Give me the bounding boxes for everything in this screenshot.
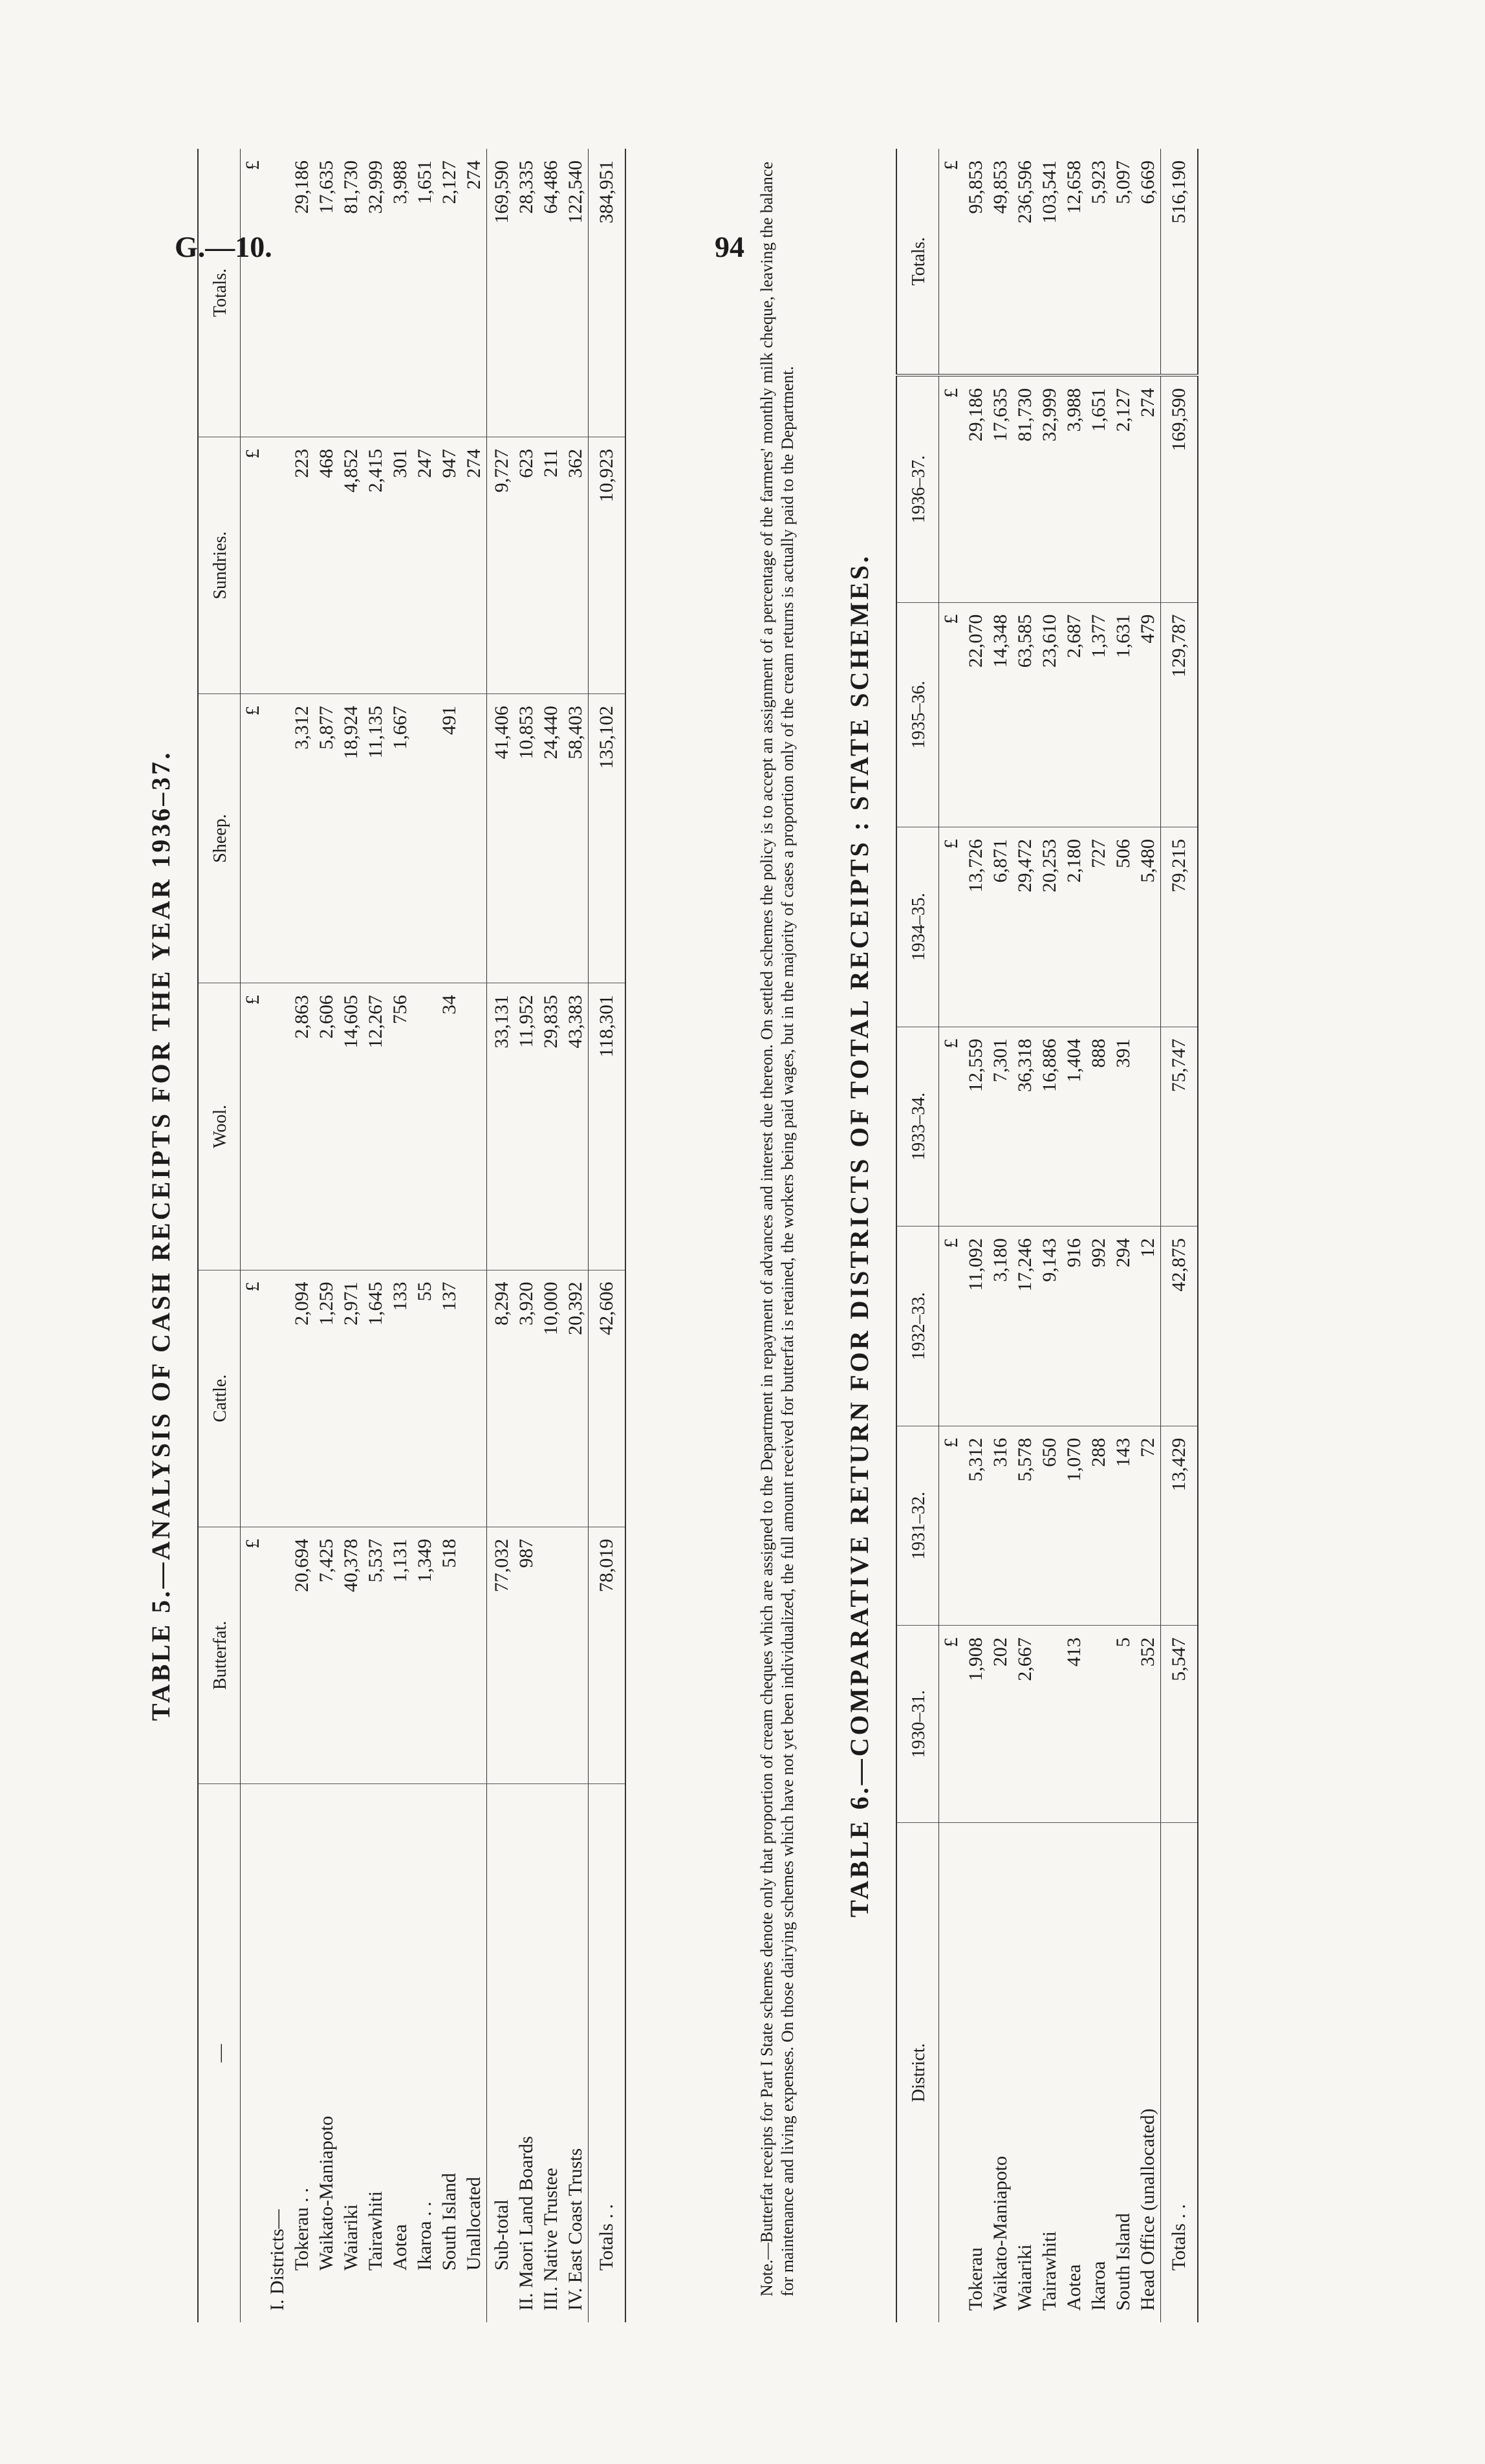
table-cell: 1,651 [413, 149, 437, 437]
table6-col-1936-37: 1936–37. [896, 375, 939, 602]
currency-symbol: £ [241, 437, 266, 693]
table-cell: 12 [1136, 1227, 1161, 1426]
table-cell: 756 [388, 983, 413, 1270]
table-cell: 16,886 [1037, 1027, 1062, 1227]
table-cell: 650 [1037, 1426, 1062, 1626]
table-cell [1037, 1626, 1062, 1823]
table-cell: 118,301 [589, 983, 626, 1270]
table-cell: 81,730 [1013, 375, 1037, 602]
currency-symbol: £ [241, 694, 266, 983]
currency-symbol: £ [939, 827, 964, 1027]
table-cell: 888 [1087, 1027, 1111, 1227]
table-cell: 5,480 [1136, 827, 1161, 1027]
row-label: Aotea [1063, 2264, 1085, 2311]
table-cell: 13,429 [1161, 1426, 1198, 1626]
table-cell: 143 [1111, 1426, 1136, 1626]
table6-title: TABLE 6.—COMPARATIVE RETURN FOR DISTRICTS OF TOTAL RECEIPTS : STATE SCHEMES. [845, 553, 874, 1918]
table-cell: 18,924 [339, 694, 363, 983]
table-cell: 2,863 [290, 983, 314, 1270]
table-cell: 518 [437, 1527, 462, 1783]
table-cell: 294 [1111, 1227, 1136, 1426]
table5-title: TABLE 5.—ANALYSIS OF CASH RECEIPTS FOR THE YEAR 1936–37. [146, 750, 175, 1721]
table-cell [413, 983, 437, 1270]
table-cell: 5,923 [1087, 149, 1111, 375]
table-cell: 1,377 [1087, 602, 1111, 827]
table5-cash-receipts [197, 149, 626, 2322]
table-cell: 17,635 [988, 375, 1013, 602]
table-cell [539, 1527, 563, 1783]
currency-symbol: £ [939, 1426, 964, 1626]
row-label: Waiariki [1014, 2244, 1035, 2311]
table-cell: 133 [388, 1270, 413, 1527]
table-cell: 5,547 [1161, 1626, 1198, 1823]
currency-row [939, 149, 964, 2322]
table-row [462, 149, 487, 2322]
table-cell: 23,610 [1037, 602, 1062, 827]
currency-symbol: £ [939, 149, 964, 375]
table-cell: 5,537 [363, 1527, 388, 1783]
table-cell: 20,694 [290, 1527, 314, 1783]
table-cell: 2,127 [1111, 375, 1136, 602]
table-cell: 727 [1087, 827, 1111, 1027]
table-cell: 916 [1062, 1227, 1087, 1426]
table-cell: 58,403 [563, 694, 589, 983]
table-cell: 32,999 [1037, 375, 1062, 602]
table-cell: 8,294 [487, 1270, 515, 1527]
table-cell: 29,835 [539, 983, 563, 1270]
table-cell: 1,631 [1111, 602, 1136, 827]
table-row [487, 149, 515, 2322]
table-cell: 2,127 [437, 149, 462, 437]
table-cell: 11,092 [964, 1227, 988, 1426]
currency-symbol: £ [939, 1027, 964, 1227]
table-cell: 28,335 [514, 149, 539, 437]
table-row [1087, 149, 1111, 2322]
table-cell: 17,246 [1013, 1227, 1037, 1426]
table6-col-1930-31: 1930–31. [896, 1626, 939, 1823]
table-cell: 391 [1111, 1027, 1136, 1227]
table-cell: 6,669 [1136, 149, 1161, 375]
table-row [1111, 149, 1136, 2322]
table-cell: 135,102 [589, 694, 626, 983]
table-cell: 32,999 [363, 149, 388, 437]
table-cell: 202 [988, 1626, 1013, 1823]
table-cell: 64,486 [539, 149, 563, 437]
table-cell: 2,415 [363, 437, 388, 693]
table-cell: 12,658 [1062, 149, 1087, 375]
table-cell: 623 [514, 437, 539, 693]
table-cell: 4,852 [339, 437, 363, 693]
table-row [363, 149, 388, 2322]
table6-body [939, 149, 1198, 2322]
currency-blank [939, 1823, 964, 2323]
table-cell: 2,971 [339, 1270, 363, 1527]
currency-symbol: £ [939, 1626, 964, 1823]
table5-col-butterfat: Butterfat. [198, 1527, 241, 1783]
group-label: I. Districts— [266, 2209, 288, 2311]
table-cell [265, 694, 290, 983]
table-cell: 2,667 [1013, 1626, 1037, 1823]
table5-col-totals: Totals. [198, 149, 241, 437]
table-cell: 1,349 [413, 1527, 437, 1783]
table-cell: 3,988 [1062, 375, 1087, 602]
table-cell [413, 694, 437, 983]
table-row [290, 149, 314, 2322]
row-label: IV. East Coast Trusts [565, 2148, 586, 2311]
table-cell: 41,406 [487, 694, 515, 983]
table-cell: 247 [413, 437, 437, 693]
table-cell: 362 [563, 437, 589, 693]
row-label: Ikaroa . . [414, 2201, 435, 2271]
table-cell: 1,404 [1062, 1027, 1087, 1227]
table-cell: 2,094 [290, 1270, 314, 1527]
table-cell: 29,186 [290, 149, 314, 437]
table6-header-row [896, 149, 939, 2322]
row-label: Ikaroa [1088, 2261, 1109, 2311]
table-cell: 5 [1111, 1626, 1136, 1823]
table-cell: 29,186 [964, 375, 988, 602]
table-row [589, 149, 626, 2322]
table-cell: 1,651 [1087, 375, 1111, 602]
table-cell: 5,097 [1111, 149, 1136, 375]
table-cell [462, 983, 487, 1270]
table-cell: 947 [437, 437, 462, 693]
table-cell: 211 [539, 437, 563, 693]
table-cell: 5,877 [314, 694, 339, 983]
table-cell: 2,606 [314, 983, 339, 1270]
table-cell [265, 983, 290, 1270]
table-cell: 1,667 [388, 694, 413, 983]
table-cell: 11,952 [514, 983, 539, 1270]
table-cell: 236,596 [1013, 149, 1037, 375]
table5-col-cattle: Cattle. [198, 1270, 241, 1527]
row-label: Tairawhiti [1039, 2231, 1060, 2311]
table-cell: 3,312 [290, 694, 314, 983]
table-cell: 42,875 [1161, 1227, 1198, 1426]
table-cell: 5,578 [1013, 1426, 1037, 1626]
table-row [413, 149, 437, 2322]
table-cell: 1,645 [363, 1270, 388, 1527]
row-label: Totals . . [589, 1784, 626, 2323]
table-cell: 20,392 [563, 1270, 589, 1527]
table-cell: 36,318 [1013, 1027, 1037, 1227]
table-cell: 1,131 [388, 1527, 413, 1783]
table5-title-wrap [146, 149, 176, 2322]
table-cell: 1,908 [964, 1626, 988, 1823]
currency-symbol: £ [241, 149, 266, 437]
table-cell: 122,540 [563, 149, 589, 437]
table-cell: 169,590 [487, 149, 515, 437]
row-label: III. Native Trustee [540, 2168, 561, 2311]
table-cell: 384,951 [589, 149, 626, 437]
table-cell: 22,070 [964, 602, 988, 827]
table6-comparative-return [896, 149, 1198, 2322]
table-row [563, 149, 589, 2322]
row-label: Sub-total [487, 1784, 515, 2323]
table-cell: 479 [1136, 602, 1161, 827]
table-cell: 3,988 [388, 149, 413, 437]
currency-symbol: £ [939, 602, 964, 827]
table-row [1161, 149, 1198, 2322]
table-row [339, 149, 363, 2322]
table-cell: 316 [988, 1426, 1013, 1626]
page-number: 94 [715, 230, 744, 263]
row-label: Waikato-Maniapoto [316, 2115, 337, 2271]
table-cell: 14,605 [339, 983, 363, 1270]
table-row [314, 149, 339, 2322]
table-cell [265, 1270, 290, 1527]
table-cell: 13,726 [964, 827, 988, 1027]
table-cell: 7,425 [314, 1527, 339, 1783]
table6-col-1934-35: 1934–35. [896, 827, 939, 1027]
row-label: Totals . . [1161, 1823, 1198, 2323]
table-cell: 20,253 [1037, 827, 1062, 1027]
table5-col-label: — [198, 1784, 241, 2323]
row-label: Tokerau [965, 2247, 986, 2311]
table-cell: 24,440 [539, 694, 563, 983]
table-cell: 11,135 [363, 694, 388, 983]
currency-symbol: £ [241, 1270, 266, 1527]
table-cell [462, 694, 487, 983]
table-cell: 506 [1111, 827, 1136, 1027]
row-label: Waikato-Maniapoto [990, 2155, 1011, 2311]
group-row [265, 149, 290, 2322]
table-row [1062, 149, 1087, 2322]
table-row [1037, 149, 1062, 2322]
currency-row [241, 149, 266, 2322]
table-cell: 10,000 [539, 1270, 563, 1527]
table5-col-wool: Wool. [198, 983, 241, 1270]
table-cell [265, 149, 290, 437]
table-cell: 516,190 [1161, 149, 1198, 375]
table5-note: Note.—Butterfat receipts for Part I State schemes denote only that proportion of cream cheques which are assigned to the Department in repayment of advances and interest due thereon. On settled schemes the policy is to accept an assignment of a percentage of the farmers' monthly milk cheque, leaving the balance for maintenance and living expenses. On those dairying schemes which have not yet been individualized, the full amount received for butterfat is retained, the workers being paid wages, but in the majority of cases a proportion only of the cream returns is actually paid to the Department. [757, 162, 797, 2296]
table-cell: 17,635 [314, 149, 339, 437]
table-row [388, 149, 413, 2322]
table-cell: 468 [314, 437, 339, 693]
table-cell: 2,687 [1062, 602, 1087, 827]
table-cell: 3,920 [514, 1270, 539, 1527]
table-cell: 81,730 [339, 149, 363, 437]
table-cell: 3,180 [988, 1227, 1013, 1426]
table-cell: 42,606 [589, 1270, 626, 1527]
row-label: Aotea [389, 2224, 411, 2271]
table-cell: 78,019 [589, 1527, 626, 1783]
table-cell: 987 [514, 1527, 539, 1783]
currency-symbol: £ [241, 1527, 266, 1783]
row-label: Waiariki [340, 2204, 362, 2271]
table-cell: 34 [437, 983, 462, 1270]
table5-body [241, 149, 626, 2322]
table-cell: 29,472 [1013, 827, 1037, 1027]
table-cell: 137 [437, 1270, 462, 1527]
table-cell: 72 [1136, 1426, 1161, 1626]
table-cell: 9,143 [1037, 1227, 1062, 1426]
table-cell: 1,070 [1062, 1426, 1087, 1626]
table-cell: 7,301 [988, 1027, 1013, 1227]
document-reference: G.—10. [175, 230, 272, 263]
table-cell: 413 [1062, 1626, 1087, 1823]
table-cell: 223 [290, 437, 314, 693]
currency-symbol: £ [241, 983, 266, 1270]
table-cell: 49,853 [988, 149, 1013, 375]
table-cell: 274 [462, 437, 487, 693]
table-cell: 5,312 [964, 1426, 988, 1626]
table-cell [1136, 1027, 1161, 1227]
table-cell [462, 1527, 487, 1783]
row-label: Tairawhiti [365, 2191, 386, 2271]
table-cell [1087, 1626, 1111, 1823]
rotated-page-content [110, 149, 1274, 2322]
table-cell [265, 1527, 290, 1783]
row-label: Unallocated [463, 2177, 484, 2271]
table-cell: 129,787 [1161, 602, 1198, 827]
table-cell: 75,747 [1161, 1027, 1198, 1227]
table6-col-1931-32: 1931–32. [896, 1426, 939, 1626]
table5-col-sheep: Sheep. [198, 694, 241, 983]
table-cell: 352 [1136, 1626, 1161, 1823]
table6-col-1932-33: 1932–33. [896, 1227, 939, 1426]
table-cell: 95,853 [964, 149, 988, 375]
table5-col-sundries: Sundries. [198, 437, 241, 693]
table6-col-1933-34: 1933–34. [896, 1027, 939, 1227]
table-cell: 10,853 [514, 694, 539, 983]
table-cell: 992 [1087, 1227, 1111, 1426]
table-cell: 77,032 [487, 1527, 515, 1783]
table-cell: 491 [437, 694, 462, 983]
table-row [964, 149, 988, 2322]
table5-header-row [198, 149, 241, 2322]
row-label: South Island [439, 2173, 460, 2271]
table-cell: 79,215 [1161, 827, 1198, 1027]
table-cell: 6,871 [988, 827, 1013, 1027]
currency-symbol: £ [939, 1227, 964, 1426]
table-row [437, 149, 462, 2322]
table-row [988, 149, 1013, 2322]
table6-col-totals: Totals. [896, 149, 939, 375]
table-cell [462, 1270, 487, 1527]
table-cell: 103,541 [1037, 149, 1062, 375]
table-cell: 274 [462, 149, 487, 437]
table-cell: 274 [1136, 375, 1161, 602]
table-cell: 14,348 [988, 602, 1013, 827]
currency-symbol: £ [939, 375, 964, 602]
currency-blank [241, 1784, 266, 2323]
row-label: Head Office (unallocated) [1137, 2108, 1158, 2311]
table-cell [563, 1527, 589, 1783]
table6-col-1935-36: 1935–36. [896, 602, 939, 827]
row-label: II. Maori Land Boards [515, 2136, 537, 2311]
table-cell: 9,727 [487, 437, 515, 693]
table-cell [265, 437, 290, 693]
table-cell: 33,131 [487, 983, 515, 1270]
table6-title-wrap [844, 149, 874, 2322]
table-cell: 2,180 [1062, 827, 1087, 1027]
table6-col-district: District. [896, 1823, 939, 2323]
row-label: Tokerau . . [291, 2188, 312, 2271]
row-label: South Island [1112, 2213, 1134, 2311]
table-cell: 12,267 [363, 983, 388, 1270]
table-cell: 10,923 [589, 437, 626, 693]
table-cell: 43,383 [563, 983, 589, 1270]
table-cell: 63,585 [1013, 602, 1037, 827]
table-row [1136, 149, 1161, 2322]
table-cell: 55 [413, 1270, 437, 1527]
table-cell: 301 [388, 437, 413, 693]
table-row [539, 149, 563, 2322]
table-row [1013, 149, 1037, 2322]
table-row [514, 149, 539, 2322]
table-cell: 288 [1087, 1426, 1111, 1626]
table-cell: 1,259 [314, 1270, 339, 1527]
table-cell: 169,590 [1161, 375, 1198, 602]
table-cell: 40,378 [339, 1527, 363, 1783]
table-cell: 12,559 [964, 1027, 988, 1227]
